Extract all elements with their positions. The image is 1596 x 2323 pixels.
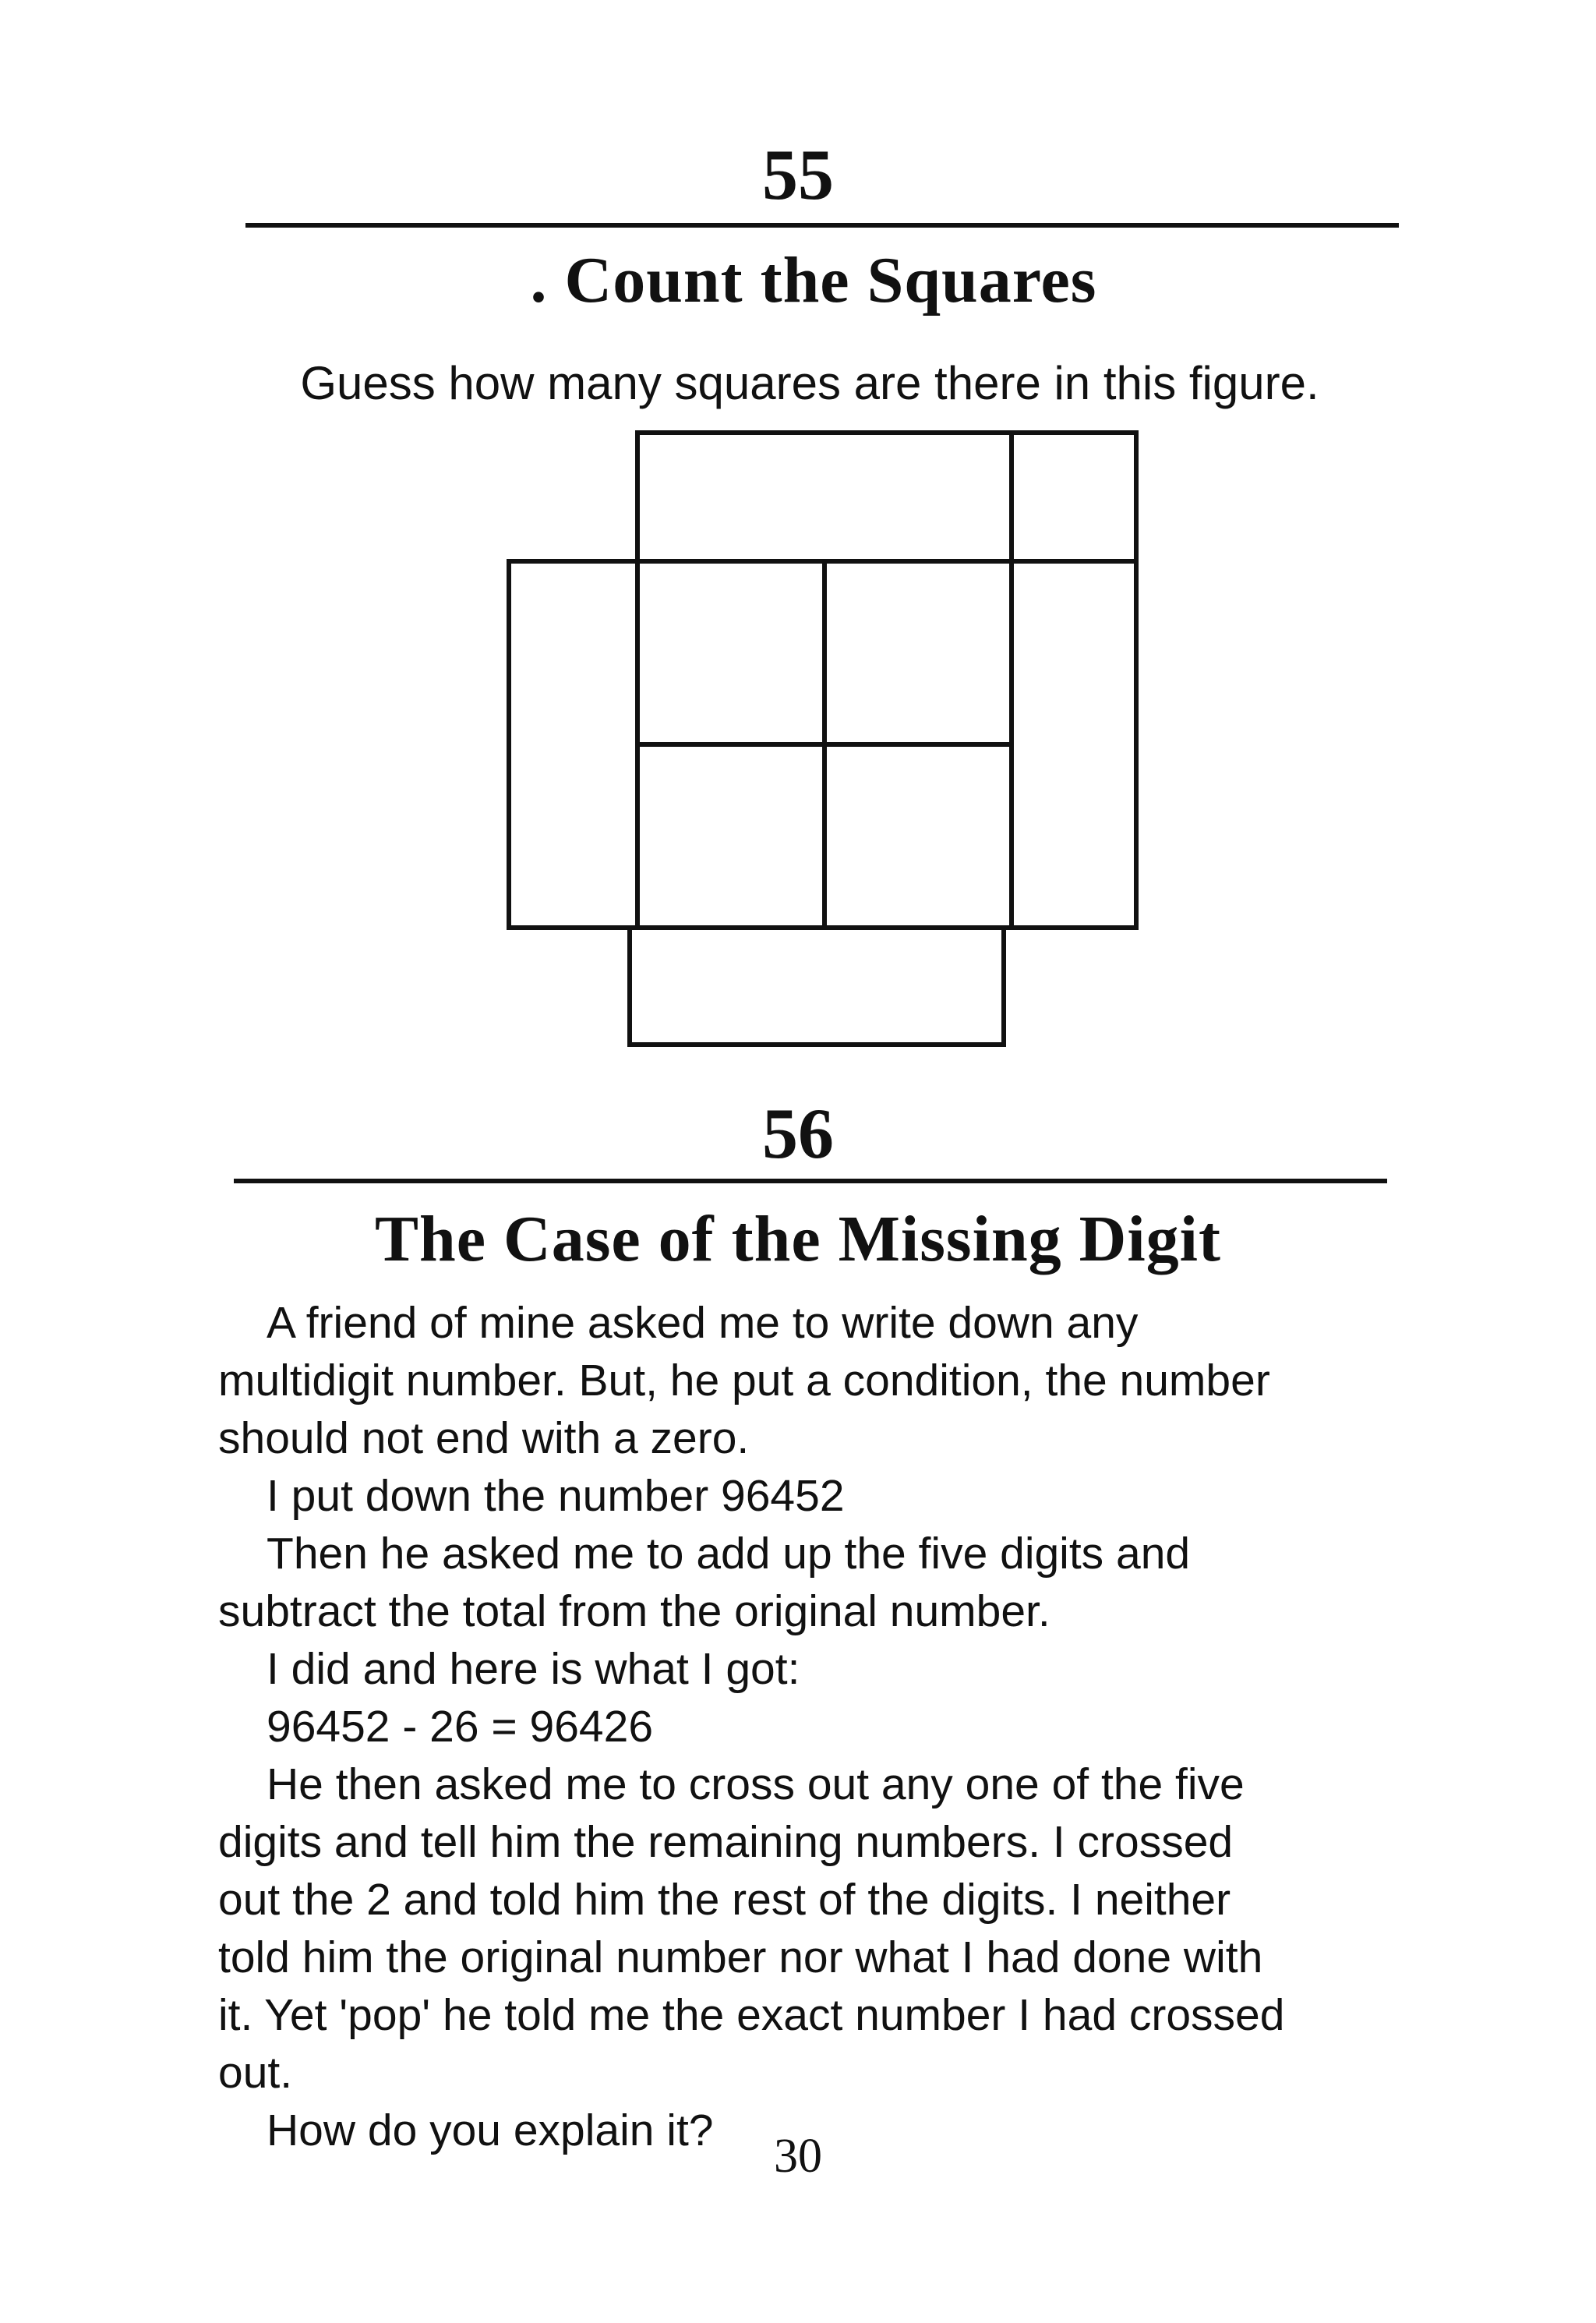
squares-figure: [0, 0, 1596, 1076]
page-number: 30: [774, 2130, 822, 2183]
text-line: I put down the number 96452: [267, 1471, 845, 1521]
text-line: He then asked me to cross out any one of the five: [267, 1759, 1245, 1809]
puzzle-56-rule: [234, 1179, 1387, 1183]
text-line: Then he asked me to add up the five digits and: [267, 1529, 1191, 1579]
text-line: it. Yet 'pop' he told me the exact number I had crossed: [218, 1990, 1285, 2040]
puzzle-56-title: The Case of the Missing Digit: [375, 1203, 1221, 1275]
puzzle-55-title: . Count the Squares: [530, 244, 1097, 316]
text-line: subtract the total from the original number.: [218, 1586, 1050, 1636]
puzzle-55-question: Guess how many squares are there in this figure.: [300, 357, 1319, 409]
text-line: should not end with a zero.: [218, 1413, 750, 1463]
text-line: 96452 - 26 = 96426: [267, 1702, 654, 1752]
text-line: digits and tell him the remaining numbers. I crossed: [218, 1817, 1234, 1867]
top-rectangle: [637, 433, 1136, 561]
bottom-rectangle: [630, 928, 1004, 1045]
text-line: I did and here is what I got:: [267, 1644, 800, 1694]
text-line: A friend of mine asked me to write down any: [267, 1298, 1139, 1348]
puzzle-56-number: 56: [762, 1094, 834, 1173]
text-line: out.: [218, 2048, 293, 2098]
puzzle-55-number: 55: [762, 135, 834, 214]
text-line: How do you explain it?: [267, 2106, 714, 2155]
text-line: told him the original number nor what I had done with: [218, 1932, 1263, 1982]
puzzle-56-text: [218, 1294, 1387, 2159]
text-line: out the 2 and told him the rest of the digits. I neither: [218, 1875, 1231, 1925]
text-line: multidigit number. But, he put a condition, the number: [218, 1356, 1270, 1405]
